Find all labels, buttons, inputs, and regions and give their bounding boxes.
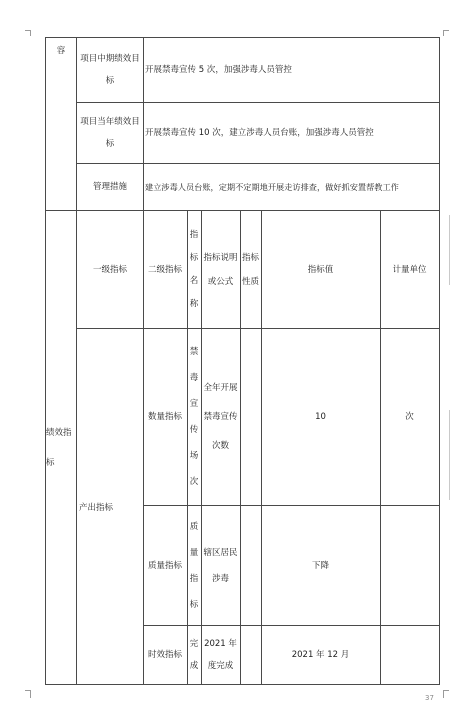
grid-line <box>380 211 381 685</box>
grid-line <box>261 211 262 685</box>
row-quality-level2: 质量指标 <box>147 560 182 571</box>
header-name: 指标名称 <box>189 229 199 309</box>
indicators-section-label: 绩效指标 <box>46 428 72 468</box>
annual-value: 开展禁毒宣传 10 次，建立涉毒人员台账，加强涉毒人员管控 <box>145 128 374 138</box>
measures-label: 管理措施 <box>92 182 127 192</box>
row-quality-nature <box>240 506 261 625</box>
grid-line <box>143 505 440 506</box>
row-time-value: 2021 年 12 月 <box>291 650 350 660</box>
row-quantity-nature <box>240 329 261 505</box>
mid-term-label: 项目中期绩效目标 <box>80 54 140 86</box>
header-desc: 指标说明或公式 <box>203 252 238 287</box>
grid-line <box>76 163 440 164</box>
header-nature: 指标性质 <box>241 252 259 287</box>
header-level1: 一级指标 <box>92 264 127 275</box>
row-quantity-desc: 全年开展禁毒宣传次数 <box>203 382 238 451</box>
grid-line <box>76 328 440 329</box>
grid-line <box>187 211 188 685</box>
grid-line <box>76 37 77 685</box>
header-value: 指标值 <box>307 264 334 275</box>
grid-line <box>201 211 202 685</box>
row-time-level2: 时效指标 <box>147 650 182 660</box>
header-level2: 二级指标 <box>147 264 182 275</box>
mid-term-value: 开展禁毒宣传 5 次，加强涉毒人员管控 <box>145 65 292 75</box>
grid-line <box>439 37 440 685</box>
grid-line <box>45 684 440 685</box>
row-time-unit <box>380 626 439 684</box>
row-quantity-unit: 次 <box>405 412 414 422</box>
grid-line <box>45 37 440 38</box>
grid-line <box>143 37 144 685</box>
page-number: 37 <box>425 694 434 702</box>
header-unit: 计量单位 <box>392 264 427 275</box>
measures-value: 建立涉毒人员台账，定期不定期地开展走访排查，做好抓安置帮教工作 <box>145 182 399 192</box>
grid-line <box>143 625 440 626</box>
level1-output: 产出指标 <box>79 503 114 513</box>
grid-line <box>45 210 440 211</box>
row-quantity-value: 10 <box>315 412 326 422</box>
row-quality-unit <box>380 506 439 625</box>
grid-line <box>45 37 46 685</box>
row-time-name: 完成 <box>189 639 199 671</box>
row-quality-value: 下降 <box>311 560 329 571</box>
row-quality-name: 质量指标 <box>189 521 199 610</box>
annual-label: 项目当年绩效目标 <box>80 117 140 149</box>
row-time-nature <box>240 626 261 684</box>
grid-line <box>240 211 241 685</box>
row-quantity-level2: 数量指标 <box>147 412 182 422</box>
grid-line <box>76 102 440 103</box>
row-time-desc: 2021 年度完成 <box>204 639 237 671</box>
row-quality-desc: 辖区居民涉毒 <box>203 547 238 584</box>
section-fragment: 容 <box>56 46 66 56</box>
row-quantity-name: 禁毒宣传场次 <box>189 347 199 487</box>
